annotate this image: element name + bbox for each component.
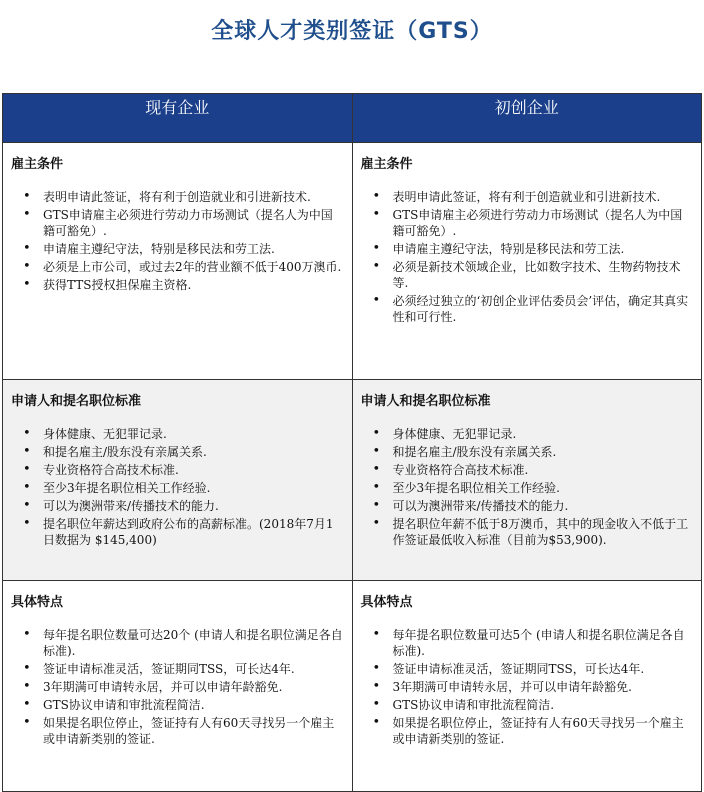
list-item: • 获得TTS授权担保雇主资格. <box>23 277 344 293</box>
list-item: • GTS协议申请和审批流程简洁. <box>23 697 344 713</box>
list-item: • 必须是上市公司，或过去2年的营业额不低于400万澳币. <box>23 259 344 275</box>
list-item: • 和提名雇主/股东没有亲属关系. <box>23 444 344 460</box>
bullet-list <box>361 426 694 548</box>
list-item: • 表明申请此签证，将有利于创造就业和引进新技术. <box>23 189 344 205</box>
cell-existing-employer <box>3 143 353 380</box>
list-item: • 必须经过独立的‘初创企业评估委员会’评估，确定其真实性和可行性. <box>373 293 694 325</box>
cell-existing-features <box>3 581 353 792</box>
cell-existing-applicant <box>3 380 353 581</box>
list-item: • 身体健康、无犯罪记录. <box>373 426 694 442</box>
list-item: • 至少3年提名职位相关工作经验. <box>373 480 694 496</box>
cell-startup-employer <box>352 143 702 380</box>
list-item: • 表明申请此签证，将有利于创造就业和引进新技术. <box>373 189 694 205</box>
list-item: • 和提名雇主/股东没有亲属关系. <box>373 444 694 460</box>
list-item: • 申请雇主遵纪守法，特别是移民法和劳工法. <box>373 241 694 257</box>
comparison-table <box>2 93 702 792</box>
section-applicant-row <box>3 380 702 581</box>
list-item: • 如果提名职位停止，签证持有人有60天寻找另一个雇主或申请新类别的签证. <box>23 715 344 747</box>
list-item: • GTS申请雇主必须进行劳动力市场测试（提名人为中国籍可豁免）. <box>373 207 694 239</box>
list-item: • 3年期满可申请转永居，并可以申请年龄豁免. <box>23 679 344 695</box>
section-heading: 申请人和提名职位标准 <box>11 394 142 409</box>
page-title: 全球人才类别签证（GTS） <box>211 19 493 44</box>
section-employer-row <box>3 143 702 380</box>
list-item: • 如果提名职位停止，签证持有人有60天寻找另一个雇主或申请新类别的签证. <box>373 715 694 747</box>
list-item: • 可以为澳洲带来/传播技术的能力. <box>373 498 694 514</box>
column-header-existing: 现有企业 <box>3 94 353 143</box>
cell-startup-features <box>352 581 702 792</box>
bullet-list <box>11 189 344 293</box>
list-item: • 可以为澳洲带来/传播技术的能力. <box>23 498 344 514</box>
list-item: • 提名职位年薪不低于8万澳币，其中的现金收入不低于工作签证最低收入标准（目前为$53,900). <box>373 516 694 548</box>
list-item: • 身体健康、无犯罪记录. <box>23 426 344 442</box>
section-heading: 具体特点 <box>11 595 64 610</box>
column-header-startup: 初创企业 <box>352 94 702 143</box>
table-header-row <box>3 94 702 143</box>
list-item: • 3年期满可申请转永居，并可以申请年龄豁免. <box>373 679 694 695</box>
list-item: • 专业资格符合高技术标准. <box>23 462 344 478</box>
list-item: • GTS申请雇主必须进行劳动力市场测试（提名人为中国籍可豁免）. <box>23 207 344 239</box>
list-item: • 申请雇主遵纪守法，特别是移民法和劳工法. <box>23 241 344 257</box>
section-heading: 雇主条件 <box>360 157 413 172</box>
list-item: • 每年提名职位数量可达5个 (申请人和提名职位满足各自标准). <box>373 627 694 659</box>
section-features-row <box>3 581 702 792</box>
list-item: • 签证申请标准灵活，签证期同TSS，可长达4年. <box>373 661 694 677</box>
bullet-list <box>361 627 694 747</box>
list-item: • 提名职位年薪达到政府公布的高薪标准。(2018年7月1日数据为 $145,400) <box>23 516 344 548</box>
list-item: • GTS协议申请和审批流程简洁. <box>373 697 694 713</box>
section-heading: 具体特点 <box>360 595 413 610</box>
list-item: • 每年提名职位数量可达20个 (申请人和提名职位满足各自标准). <box>23 627 344 659</box>
list-item: • 专业资格符合高技术标准. <box>373 462 694 478</box>
list-item: • 签证申请标准灵活，签证期同TSS，可长达4年. <box>23 661 344 677</box>
bullet-list <box>11 627 344 747</box>
cell-startup-applicant <box>352 380 702 581</box>
section-heading: 申请人和提名职位标准 <box>360 394 491 409</box>
bullet-list <box>11 426 344 548</box>
list-item: • 必须是新技术领域企业，比如数字技术、生物药物技术等. <box>373 259 694 291</box>
section-heading: 雇主条件 <box>11 157 64 172</box>
list-item: • 至少3年提名职位相关工作经验. <box>23 480 344 496</box>
bullet-list <box>361 189 694 325</box>
